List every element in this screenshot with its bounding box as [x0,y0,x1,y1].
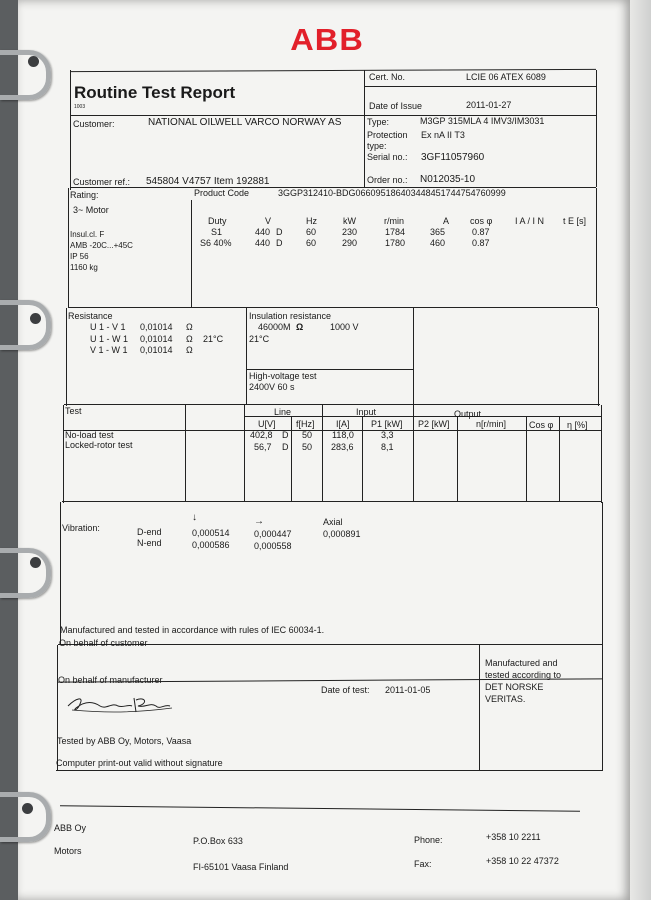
binder-ring-4 [0,792,51,842]
ip-rating: IP 56 [70,252,89,261]
d-end-horizontal: 0,000447 [254,529,292,539]
test-row-1-p1: 3,3 [381,430,394,440]
resistance-value-1: 0,01014 [140,322,173,332]
test-row-1-i: 118,0 [332,430,354,440]
rule [362,416,363,501]
test-row-2-i: 283,6 [331,442,354,452]
rule [66,308,67,406]
rule [598,308,599,406]
protection-label: Protection [367,130,408,140]
d-end-radial: 0,000514 [192,528,230,538]
d-end-axial: 0,000891 [323,529,361,539]
punch-hole [22,803,33,814]
rule [291,416,292,501]
test-row-2-u: 56,7 [254,442,272,452]
product-code-label: Product Code [194,188,250,198]
ambient-range: AMB -20C...+45C [70,241,133,250]
insulation-value: 46000M [258,322,291,332]
rating-col-rmin: r/min [384,216,404,226]
rating-row-2-hz: 60 [306,238,317,248]
rating-col-hz: Hz [306,216,317,226]
rule [246,308,247,404]
rule [457,416,458,501]
rating-row-2-rmin: 1780 [385,238,406,248]
rating-row-1-kw: 230 [342,227,358,237]
test-label: Test [65,406,82,416]
rating-col-te: t E [s] [563,216,587,226]
rule [602,645,603,770]
form-code: 1003 [74,104,86,110]
phone-number: +358 10 2211 [486,832,541,842]
rating-row-1-cos: 0.87 [472,227,490,237]
test-row-2-conn: D [282,442,289,452]
rule [413,308,414,404]
rating-row-2-v: 440 [255,238,271,248]
rating-row-2-a: 460 [430,238,446,248]
test-row-1-f: 50 [302,430,313,440]
printout-note: Computer print-out valid without signature [56,758,223,768]
rule [526,416,527,501]
issue-value: 2011-01-27 [466,100,512,110]
rule [413,405,414,501]
rule [364,70,365,188]
protection-value: Ex nA II T3 [421,130,465,140]
resistance-value-3: 0,01014 [140,345,173,355]
signature [66,692,176,722]
rule [185,405,186,501]
rule [244,405,245,501]
rating-col-a: A [443,216,450,226]
company-name: ABB Oy [54,823,87,833]
rating-col-ia-in: I A / I N [515,216,545,226]
test-row-1-conn: D [282,430,289,440]
rule [68,188,69,308]
serial-label: Serial no.: [367,152,408,162]
test-row-2-f: 50 [302,442,313,452]
rule [596,188,597,306]
rule [559,416,560,501]
rule [191,200,192,307]
n-end-label: N-end [137,538,162,548]
type-value: M3GP 315MLA 4 IMV3/IM3031 [420,116,545,126]
binder-ring-1 [0,50,51,100]
test-row-1-name: No-load test [65,430,114,440]
cert-label: Cert. No. [369,72,406,82]
serial-value: 3GF11057960 [421,152,485,163]
fax-number: +358 10 22 47372 [486,856,559,866]
resistance-unit-2: Ω [186,334,193,344]
rule [244,416,601,417]
axial-label: Axial [323,517,343,527]
rating-col-cos: cos φ [470,216,493,226]
dnv-line-4: VERITAS. [485,694,526,704]
punch-hole [30,313,41,324]
rule [56,770,603,771]
resistance-pair-2: U 1 - W 1 [90,334,129,344]
resistance-pair-3: V 1 - W 1 [90,345,128,355]
date-of-test-label: Date of test: [321,685,370,695]
rule [596,70,597,187]
customer-ref-label: Customer ref.: [73,177,131,187]
hv-label: High-voltage test [249,371,317,381]
resistance-unit-3: Ω [186,345,193,355]
punch-hole [30,557,41,568]
rating-row-1-a: 365 [430,227,446,237]
rule [602,502,603,645]
cert-value: LCIE 06 ATEX 6089 [466,72,546,82]
order-label: Order no.: [367,175,408,185]
fax-label: Fax: [414,859,432,869]
dnv-line-1: Manufactured and [485,658,558,668]
rating-row-1-rmin: 1784 [385,227,406,237]
resistance-label: Resistance [68,311,113,321]
company-division: Motors [54,846,82,856]
test-col-cos: Cos φ [529,420,554,430]
dnv-line-2: tested according to [485,670,562,680]
insulation-temp: 21°C [249,334,270,344]
test-row-2-p1: 8,1 [381,442,394,452]
motor-weight: 1160 kg [70,263,98,272]
test-col-f: f[Hz] [296,419,315,429]
punch-hole [28,56,39,67]
rating-row-2-conn: D [276,238,283,248]
rating-col-kw: kW [343,216,356,226]
rule [64,404,600,405]
test-col-i: I[A] [336,419,350,429]
insulation-label: Insulation resistance [249,311,332,321]
protection-label-2: type: [367,141,387,151]
rule [57,645,58,770]
rule [70,70,71,190]
date-of-test-value: 2011-01-05 [385,685,431,695]
rating-row-2-kw: 290 [342,238,358,248]
test-row-2-name: Locked-rotor test [65,440,133,450]
customer-label: Customer: [73,119,115,129]
rating-row-1-v: 440 [255,227,271,237]
next-page-edge [630,0,651,900]
abb-logo: ABB [290,22,364,57]
rule [479,645,480,770]
resistance-unit-1: Ω [186,322,193,332]
dnv-line-3: DET NORSKE [485,682,544,692]
customer-value: NATIONAL OILWELL VARCO NORWAY AS [148,117,342,128]
rating-row-2-duty: S6 40% [200,238,232,248]
resistance-temp: 21°C [203,334,224,344]
rule [63,405,64,503]
rating-row-1-hz: 60 [306,227,317,237]
binder-ring-3 [0,548,51,598]
rating-row-2-cos: 0.87 [472,238,490,248]
behalf-manufacturer-label: On behalf of manufacturer [58,675,163,685]
insulation-voltage: 1000 V [330,322,359,332]
city-address: FI-65101 Vaasa Finland [193,862,289,872]
binder-ring-2 [0,300,51,350]
customer-ref-value: 545804 V4757 Item 192881 [146,176,270,187]
horizontal-arrow-icon: → [254,516,264,527]
insulation-class: Insul.cl. F [70,230,105,239]
test-col-eta: η [%] [567,420,588,430]
radial-arrow-icon: ↓ [192,512,197,523]
test-line-header: Line [274,407,292,417]
order-value: N012035-10 [420,174,476,185]
n-end-horizontal: 0,000558 [254,541,292,551]
rating-row-1-conn: D [276,227,283,237]
product-code-value: 3GGP312410-BDG066095186403448451744754760999 [278,188,506,198]
rule [62,501,602,502]
rule [68,307,598,308]
rule [601,405,602,503]
test-col-p2: P2 [kW] [418,419,450,429]
po-box: P.O.Box 633 [193,836,243,846]
resistance-value-2: 0,01014 [140,334,173,344]
test-col-p1: P1 [kW] [371,419,403,429]
rating-col-duty: Duty [208,216,227,226]
test-col-u: U[V] [258,419,276,429]
rule [364,86,596,87]
iec-statement: Manufactured and tested in accordance with rules of IEC 60034-1. [60,625,325,635]
report-title: Routine Test Report [74,83,236,102]
issue-label: Date of Issue [369,101,423,111]
rating-label: Rating: [70,190,99,200]
test-row-1-u: 402,8 [250,430,273,440]
n-end-radial: 0,000586 [192,540,230,550]
resistance-pair-1: U 1 - V 1 [90,322,126,332]
rule [60,502,61,645]
motor-type: 3~ Motor [73,205,109,215]
d-end-label: D-end [137,527,162,537]
test-col-n: n[r/min] [476,419,507,429]
rule [246,369,413,370]
rating-col-v: V [265,216,272,226]
test-input-header: Input [356,407,377,417]
behalf-customer-label: On behalf of customer [59,638,148,648]
vibration-label: Vibration: [62,523,100,533]
rule [322,405,323,501]
rating-row-1-duty: S1 [211,227,223,237]
phone-label: Phone: [414,835,443,845]
hv-value: 2400V 60 s [249,382,295,392]
tested-by: Tested by ABB Oy, Motors, Vaasa [57,736,192,746]
type-label: Type: [367,117,390,127]
insulation-unit: Ω [296,322,304,332]
test-output-header: Output [454,409,482,419]
